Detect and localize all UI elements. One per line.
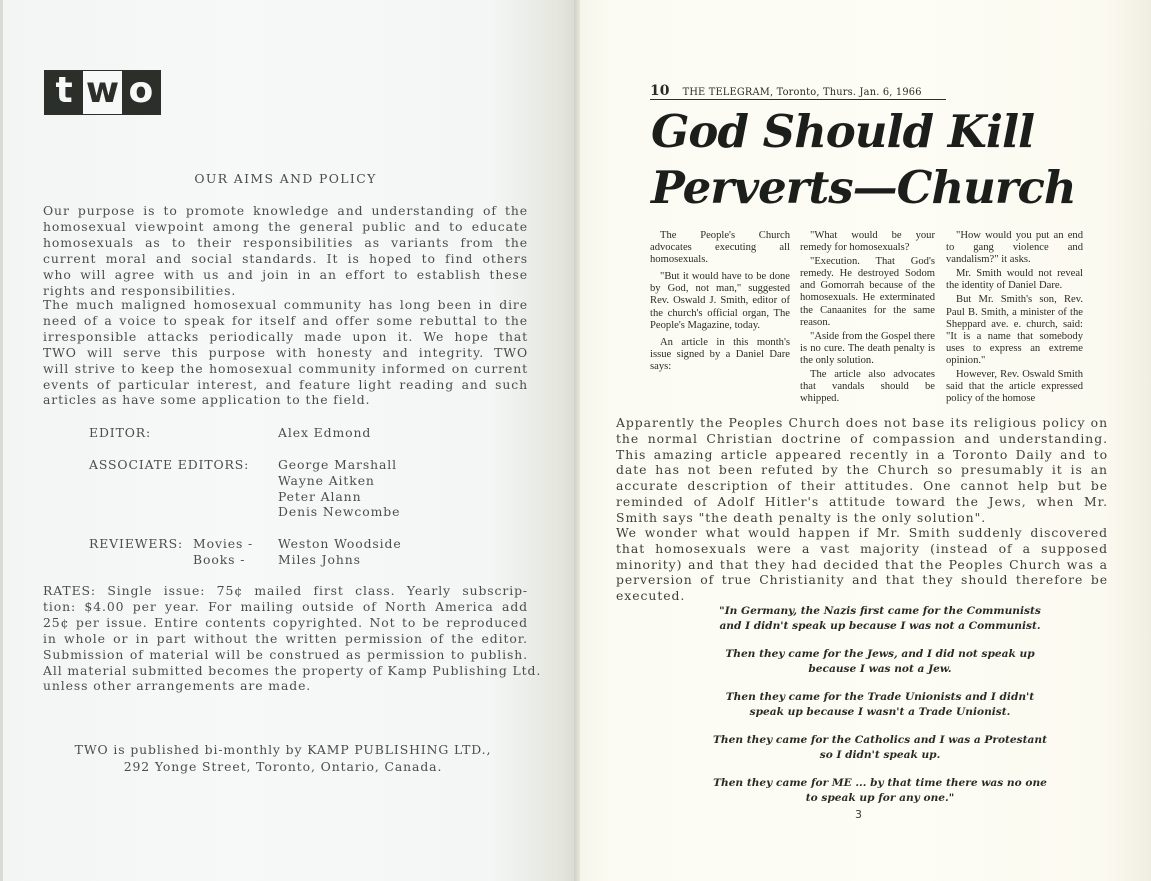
quote-line: so I didn't speak up. <box>819 749 941 761</box>
movies-label: Movies - <box>193 536 254 551</box>
quote-line: Then they came for ME ... by that time there was no one <box>713 777 1047 789</box>
headline-line: Perverts—Church <box>651 161 1076 214</box>
quote-line: because I was not a Jew. <box>808 663 952 675</box>
publisher-info <box>43 742 523 775</box>
text-line: irresponsible attacks periodically made upon it. We hope that <box>43 328 528 344</box>
quote-line: speak up because I wasn't a Trade Unionist. <box>749 706 1011 718</box>
article-paragraph: "How would you put an end to gang violence and vandalism?" it asks. <box>946 230 1083 266</box>
associate-editors-label: ASSOCIATE EDITORS: <box>89 457 250 472</box>
commentary-paragraph-2: We wonder what would happen if Mr. Smith suddenly discovered that homosexuals were a vast majority (instead of a supposed minority) and that they had decided that the Peoples Church was a perversion of true Christianity and that they should therefore be executed. <box>616 525 1108 604</box>
article-column-2 <box>800 230 935 408</box>
quote-stanza <box>690 776 1070 806</box>
quote-line: Then they came for the Jews, and I did not speak up <box>725 648 1035 660</box>
text-line: unless other arrangements are made. <box>43 678 312 694</box>
logo-letter: t <box>45 71 83 114</box>
article-paragraph: An article in this month's issue signed by a Daniel Dare says: <box>650 336 790 372</box>
text-line: tion: $4.00 per year. For mailing outside of North America add <box>43 598 528 614</box>
newspaper-dateline: THE TELEGRAM, Toronto, Thurs. Jan. 6, 1966 <box>682 87 922 98</box>
text-line: All material submitted becomes the property of Kamp Publishing Ltd. <box>43 662 542 678</box>
associate-editor-name: Peter Alann <box>278 488 362 504</box>
text-line: homosexual viewpoint among the general public and to educate <box>43 218 528 234</box>
article-paragraph: But Mr. Smith's son, Rev. Paul B. Smith, a minister of the Sheppard ave. e. church, said: "It is a name that somebody uses to express an extreme opinion." <box>946 294 1083 366</box>
text-line: 25¢ per issue. Entire contents copyrighted. Not to be reproduced <box>43 614 528 630</box>
text-line: who will agree with us and join in an effort to establish these <box>43 266 528 282</box>
article-paragraph: Mr. Smith would not reveal the identity of Daniel Dare. <box>946 268 1083 292</box>
publisher-line: TWO is published bi-monthly by KAMP PUBLISHING LTD., <box>74 742 492 757</box>
newspaper-page-number: 10 <box>650 83 670 99</box>
logo-letter: o <box>122 71 160 114</box>
editor-label: EDITOR: <box>89 425 152 440</box>
reviewers-label: REVIEWERS: <box>89 536 184 551</box>
quote-stanza <box>690 690 1070 720</box>
books-reviewer-name: Miles Johns <box>278 552 361 567</box>
text-line: RATES: Single issue: 75¢ mailed first class. Yearly subscrip- <box>43 583 528 598</box>
article-paragraph: "Execution. That God's remedy. He destroyed Sodom and Gomorrah because of the homosexuals. He exterminated the Canaanites for the same reason. <box>800 256 935 328</box>
text-line: homosexuals as to their responsibilities as variants from the <box>43 234 528 250</box>
quote-stanza <box>690 733 1070 763</box>
movies-reviewer-name: Weston Woodside <box>278 536 402 551</box>
text-line: will strive to keep the homosexual community informed on current <box>43 360 528 376</box>
article-paragraph: However, Rev. Oswald Smith said that the article expressed policy of the homose <box>946 369 1083 405</box>
text-line: in whole or in part without the written permission of the editor. <box>43 630 528 646</box>
niemoller-quote <box>690 604 1070 819</box>
aims-paragraph-2 <box>43 297 528 408</box>
quote-line: to speak up for any one." <box>805 792 955 804</box>
article-paragraph: The People's Church advocates executing all homosexuals. <box>650 230 790 266</box>
text-line: articles as have some application to the field. <box>43 392 371 408</box>
two-logo <box>44 70 161 115</box>
commentary-paragraph-1: Apparently the Peoples Church does not base its religious policy on the normal Christian doctrine of compassion and understanding. This amazing article appeared recently in a Toronto Daily and to date has not been refuted by the Church so presumably it is an accurate description of their attitudes. One cannot help but be reminded of Adolf Hitler's attitude toward the Jews, when Mr. Smith says "the death penalty is the only solution". <box>616 415 1108 525</box>
editor-name: Alex Edmond <box>278 425 372 440</box>
associate-editor-name: George Marshall <box>278 457 397 472</box>
page-number: 3 <box>855 808 862 821</box>
aims-title: OUR AIMS AND POLICY <box>194 171 377 186</box>
associate-editor-name: Wayne Aitken <box>278 472 375 488</box>
article-paragraph: The article also advocates that vandals should be whipped. <box>800 369 935 405</box>
books-label: Books - <box>193 552 246 567</box>
text-line: rights and responsibilities. <box>43 282 237 298</box>
newspaper-header <box>650 80 946 100</box>
article-paragraph: "What would be your remedy for homosexuals? <box>800 230 935 254</box>
article-column-1 <box>650 230 790 408</box>
quote-line: Then they came for the Catholics and I was a Protestant <box>713 734 1047 746</box>
text-line: need of a voice to speak for itself and offer some rebuttal to the <box>43 312 528 328</box>
text-line: Our purpose is to promote knowledge and understanding of the <box>43 203 528 218</box>
quote-line: "In Germany, the Nazis first came for the Communists <box>719 605 1041 617</box>
headline <box>651 104 1076 216</box>
text-line: The much maligned homosexual community has long been in dire <box>43 297 528 312</box>
quote-line: Then they came for the Trade Unionists and I didn't <box>725 691 1035 703</box>
publisher-address: 292 Yonge Street, Toronto, Ontario, Canada. <box>123 758 443 774</box>
article-paragraph: "But it would have to be done by God, not man," suggested Rev. Oswald J. Smith, editor of the church's official organ, The People's Magazine, today. <box>650 271 790 331</box>
quote-stanza <box>690 604 1070 634</box>
article-column-3 <box>946 230 1083 408</box>
text-line: Submission of material will be construed as permission to publish. <box>43 646 528 662</box>
page-gutter <box>574 0 580 881</box>
rates-paragraph <box>43 583 542 694</box>
article-paragraph: "Aside from the Gospel there is no cure. The death penalty is the only solution. <box>800 330 935 366</box>
text-line: events of particular interest, and feature light reading and such <box>43 376 528 392</box>
text-line: TWO will serve this purpose with honesty and integrity. TWO <box>43 344 528 360</box>
headline-line: God Should Kill <box>651 105 1035 158</box>
quote-stanza <box>690 647 1070 677</box>
aims-paragraph-1 <box>43 203 528 298</box>
associate-editor-name: Denis Newcombe <box>278 504 401 520</box>
logo-letter: w <box>83 71 121 114</box>
quote-line: and I didn't speak up because I was not a Communist. <box>719 620 1041 632</box>
text-line: current moral and social standards. It is hoped to find others <box>43 250 528 266</box>
